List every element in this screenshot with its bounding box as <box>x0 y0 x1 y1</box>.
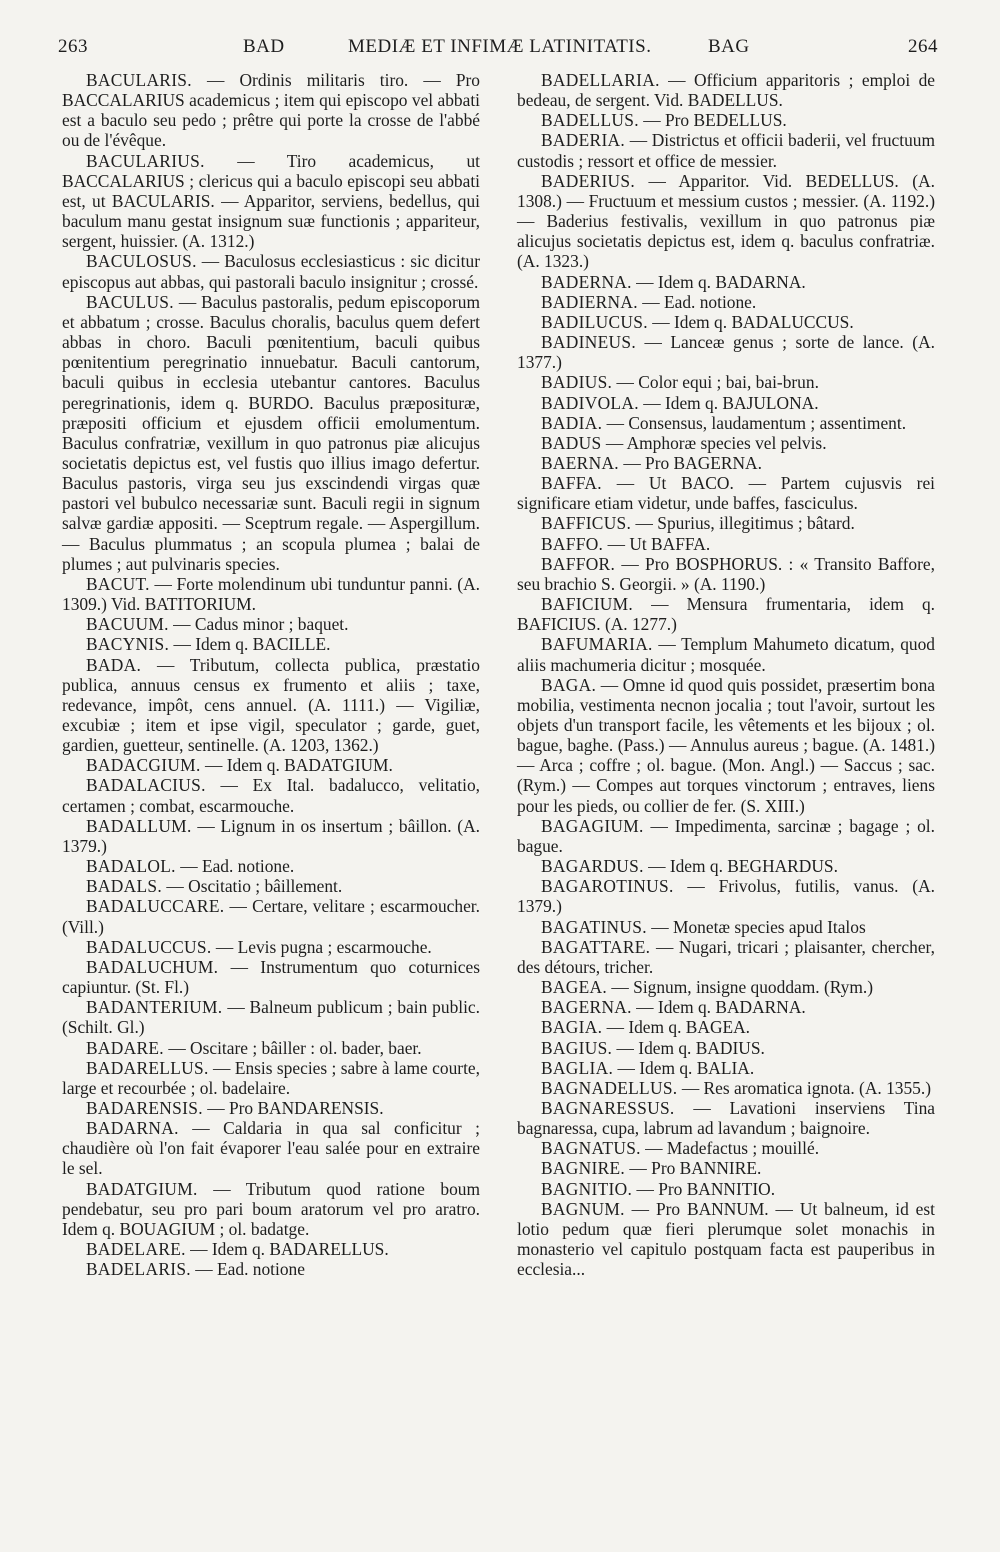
entry-headword: BAGARDUS. <box>541 856 644 877</box>
dictionary-entry <box>62 1239 480 1259</box>
entry-headword: BAFFO. <box>541 533 604 554</box>
entry-headword: BACUT. <box>86 573 150 594</box>
dictionary-entry <box>62 292 480 574</box>
entry-definition: — Caldaria in qua sal conficitur ; chaudière où l'on fait évaporer l'eau salée pour en extraire le sel. <box>62 1118 480 1179</box>
entry-headword: BAGAGIUM. <box>541 815 644 836</box>
entry-headword: BAFFA. <box>541 473 602 494</box>
entry-headword: BACULARIUS. <box>86 150 205 171</box>
entry-headword: BADATGIUM. <box>86 1178 198 1199</box>
entry-definition: — Ensis species ; sabre à lame courte, large et recourbée ; ol. badelaire. <box>62 1057 480 1098</box>
entry-headword: BADERIUS. <box>541 170 636 191</box>
entry-definition: — Pro BANNUM. — Ut balneum, id est lotio pedum quæ fieri plerumque solet monachis in monasterio vel capitulo postquam facta est pauperibus in ecclesia... <box>517 1198 935 1280</box>
dictionary-entry <box>517 393 935 413</box>
entry-headword: BAGNATUS. <box>541 1138 641 1159</box>
entry-definition: — Monetæ species apud Italos <box>651 916 866 937</box>
running-head <box>58 36 938 66</box>
entry-headword: BAFFOR. <box>541 553 616 574</box>
entry-definition: — Tiro academicus, ut BACCALARIUS ; clericus qui a baculo episcopi seu abbati est, ut BACULARIS. — Apparitor, serviens, bedellus, qui baculum manu gestat insignum suæ functionis ; appariteur, sergent, huissier. (A. 1312.) <box>62 150 480 252</box>
entry-headword: BADINEUS. <box>541 332 636 353</box>
entry-definition: — Signum, insigne quoddam. (Rym.) <box>611 977 874 998</box>
dictionary-entry <box>517 1017 935 1037</box>
dictionary-entry <box>517 1038 935 1058</box>
entry-definition: — Pro BOSPHORUS. : « Transito Baffore, seu brachio S. Georgii. » (A. 1190.) <box>517 553 935 594</box>
entry-definition: — Idem q. BADARNA. <box>636 271 806 292</box>
entry-headword: BADERIA. <box>541 130 626 151</box>
dictionary-entry <box>517 937 935 977</box>
dictionary-entry <box>62 775 480 815</box>
entry-definition: — Ut BAFFA. <box>607 533 711 554</box>
entry-headword: BAGNITIO. <box>541 1178 633 1199</box>
dictionary-entry <box>62 1058 480 1098</box>
entry-definition: — Pro BEDELLUS. <box>643 110 787 131</box>
entry-definition: — Idem q. BADATGIUM. <box>204 755 393 776</box>
dictionary-entry <box>62 1179 480 1239</box>
entry-headword: BACULUS. <box>86 291 174 312</box>
entry-definition: — Certare, velitare ; escarmoucher. (Vill.) <box>62 896 480 937</box>
dictionary-entry <box>62 614 480 634</box>
dictionary-entry <box>517 856 935 876</box>
left-catchword: BAD <box>243 36 285 57</box>
entry-headword: BAGIA. <box>541 1017 603 1038</box>
entry-headword: BADACGIUM. <box>86 755 201 776</box>
entry-headword: BAGEA. <box>541 977 608 998</box>
entry-headword: BACULOSUS. <box>86 251 197 272</box>
dictionary-entry <box>517 1138 935 1158</box>
dictionary-entry <box>517 1058 935 1078</box>
entry-definition: — Pro BAGERNA. <box>623 452 762 473</box>
entry-definition: — Amphoræ species vel pelvis. <box>605 432 827 453</box>
dictionary-entry <box>517 110 935 130</box>
entry-definition: — Ead. notione <box>195 1259 305 1280</box>
dictionary-entry <box>517 634 935 674</box>
dictionary-entry <box>62 1098 480 1118</box>
entry-definition: — Lignum in os insertum ; bâillon. (A. 1379.) <box>62 815 480 856</box>
entry-definition: — Districtus et officii baderii, vel fructuum custodis ; ressort et office de messier. <box>517 130 935 171</box>
entry-headword: BADIERNA. <box>541 291 638 312</box>
entry-definition: — Idem q. BALIA. <box>617 1057 755 1078</box>
entry-headword: BADELLARIA. <box>541 70 660 90</box>
dictionary-entry <box>62 251 480 291</box>
entry-definition: — Oscitare ; bâiller : ol. bader, baer. <box>168 1037 422 1058</box>
entry-definition: — Ex Ital. badalucco, velitatio, certamen ; combat, escarmouche. <box>62 775 480 816</box>
dictionary-entry <box>62 1259 480 1279</box>
dictionary-entry <box>62 1038 480 1058</box>
dictionary-entry <box>62 755 480 775</box>
entry-headword: BAGNADELLUS. <box>541 1077 678 1098</box>
entry-headword: BAGA. <box>541 674 597 695</box>
entry-headword: BADERNA. <box>541 271 632 292</box>
entry-definition: — Ut BACO. — Partem cujusvis rei significare etiam videtur, unde baffes, fasciculus. <box>517 473 935 514</box>
entry-definition: — Tributum, collecta publica, præstatio publica, annuus census ex frumento et aliis ; taxe, redevance, impôt, cens annuel. (A. 1111.) — Vigiliæ, excubiæ ; item et ipse vigil, speculator ; garde, guet, gardien, guetteur, sentinelle. (A. 1203, 1362.) <box>62 654 480 756</box>
dictionary-entry <box>517 997 935 1017</box>
right-page-number: 264 <box>908 36 938 57</box>
dictionary-entry <box>62 70 480 151</box>
dictionary-entry <box>62 876 480 896</box>
entry-headword: BAGAROTINUS. <box>541 876 674 897</box>
entry-definition: — Idem q. BAGEA. <box>606 1017 751 1038</box>
entry-definition: — Color equi ; bai, bai-brun. <box>616 372 819 393</box>
dictionary-entry <box>517 816 935 856</box>
entry-headword: BADALUCCUS. <box>86 936 212 957</box>
entry-headword: BACULARIS. <box>86 70 192 90</box>
entry-definition: — Impedimenta, sarcinæ ; bagage ; ol. bague. <box>517 815 935 856</box>
dictionary-entry <box>517 70 935 110</box>
entry-definition: — Mensura frumentaria, idem q. BAFICIUS. (A. 1277.) <box>517 594 935 635</box>
dictionary-entry <box>517 433 935 453</box>
entry-definition: — Pro BANDARENSIS. <box>207 1097 384 1118</box>
dictionary-entry <box>62 1118 480 1178</box>
dictionary-entry <box>517 372 935 392</box>
entry-headword: BACYNIS. <box>86 634 170 655</box>
entry-headword: BADARENSIS. <box>86 1097 203 1118</box>
dictionary-entry <box>517 675 935 816</box>
entry-definition: — Cadus minor ; baquet. <box>173 614 349 635</box>
entry-headword: BAGLIA. <box>541 1057 614 1078</box>
dictionary-entry <box>517 1158 935 1178</box>
entry-definition: — Omne id quod quis possidet, præsertim bona mobilia, vestimenta necnon jocalia ; tout l'avoir, surtout les objets d'un transport facile, les vêtements et les bijoux ; ol. bague, baghe. (Pass.) — Annulus aureus ; bague. (A. 1481.) — Arca ; coffre ; ol. bague. (Mon. Angl.) — Saccus ; sac. (Rym.) — Compes aut torques vinctorum ; entraves, liens pour les pieds, ou collier de fer. (S. XIII.) <box>517 674 935 816</box>
dictionary-entry <box>517 513 935 533</box>
entry-headword: BADA. <box>86 654 142 675</box>
entry-headword: BADANTERIUM. <box>86 997 223 1018</box>
right-column <box>517 70 935 1279</box>
right-catchword: BAG <box>708 36 750 57</box>
entry-definition: — Res aromatica ignota. (A. 1355.) <box>681 1077 932 1098</box>
entry-definition: — Ordinis militaris tiro. — Pro BACCALARIUS academicus ; item qui episcopo vel abbati est a baculo seu pedo ; prêtre qui porte la crosse de l'abbé ou de l'évêque. <box>62 70 480 151</box>
entry-headword: BADALLUM. <box>86 815 192 836</box>
entry-definition: — Pro BANNITIO. <box>636 1178 776 1199</box>
entry-headword: BAGERNA. <box>541 997 632 1018</box>
entry-headword: BADARELLUS. <box>86 1057 209 1078</box>
left-column <box>62 70 480 1279</box>
dictionary-entry <box>517 977 935 997</box>
entry-headword: BADALUCCARE. <box>86 896 225 917</box>
dictionary-entry <box>517 876 935 916</box>
dictionary-entry <box>517 917 935 937</box>
entry-definition: — Baculus pastoralis, pedum episcoporum et abbatum ; crosse. Baculus choralis, baculus quem defert abbas in choro. Baculi pœnitentium, baculi quibus pœnitentium peregrinatio innuebatur. Baculi cantorum, baculi quibus in ecclesia utebantur cantores. Baculus peregrinationis, idem q. BURDO. Baculus præposituræ, præpositi officium et ejusdem officii emolumentum. Baculus confratriæ, vexillum in quo patronus piæ alicujus societatis depictus est, vel fustis quo illius imago defertur. Baculus pastoris, virga seu jus exscindendi virgas quæ pastori vel bubulco necessariæ sunt. Baculi regii in signum salvæ gardiæ appositi. — Sceptrum regale. — Aspergillum. — Baculus plummatus ; an scopula plumea ; balai de plumes ; aut pulvinaris species. <box>62 291 480 574</box>
entry-definition: — Idem q. BACILLE. <box>173 634 331 655</box>
dictionary-entry <box>62 997 480 1037</box>
entry-definition: — Madefactus ; mouillé. <box>645 1138 820 1159</box>
entry-definition: — Idem q. BADALUCCUS. <box>652 311 854 332</box>
entry-headword: BADIVOLA. <box>541 392 639 413</box>
entry-definition: — Oscitatio ; bâillement. <box>166 876 343 897</box>
entry-definition: — Idem q. BADIUS. <box>616 1037 765 1058</box>
entry-definition: — Ead. notione. <box>642 291 757 312</box>
entry-headword: BADALACIUS. <box>86 775 206 796</box>
entry-definition: — Frivolus, futilis, vanus. (A. 1379.) <box>517 876 935 917</box>
dictionary-entry <box>62 957 480 997</box>
entry-headword: BAGNUM. <box>541 1198 625 1219</box>
entry-headword: BAFUMARIA. <box>541 634 653 655</box>
entry-definition: — Forte molendinum ubi tunduntur panni. (A. 1309.) Vid. BATITORIUM. <box>62 573 480 615</box>
entry-definition: — Pro BANNIRE. <box>629 1158 762 1179</box>
entry-headword: BAGATTARE. <box>541 936 651 957</box>
dictionary-entry <box>517 1078 935 1098</box>
entry-definition: — Idem q. BAJULONA. <box>643 392 819 413</box>
entry-headword: BACUUM. <box>86 614 169 635</box>
dictionary-entry <box>517 130 935 170</box>
entry-headword: BADARE. <box>86 1037 164 1058</box>
dictionary-entry <box>62 574 480 614</box>
entry-headword: BADIA. <box>541 412 603 433</box>
entry-definition: — Balneum publicum ; bain public. (Schilt. Gl.) <box>62 997 480 1038</box>
page-title: MEDIÆ ET INFIMÆ LATINITATIS. <box>348 36 652 57</box>
dictionary-entry <box>517 554 935 594</box>
entry-definition: — Lanceæ genus ; sorte de lance. (A. 1377.) <box>517 332 935 373</box>
dictionary-entry <box>62 151 480 252</box>
dictionary-entry <box>517 1199 935 1280</box>
entry-headword: BADILUCUS. <box>541 311 648 332</box>
dictionary-entry <box>517 1179 935 1199</box>
entry-headword: BADARNA. <box>86 1118 179 1139</box>
entry-headword: BADALS. <box>86 876 163 897</box>
entry-definition: — Instrumentum quo coturnices capiuntur. (St. Fl.) <box>62 956 480 998</box>
dictionary-entry <box>62 655 480 756</box>
entry-headword: BADALOL. <box>86 856 176 877</box>
dictionary-entry <box>517 332 935 372</box>
entry-headword: BADELARIS. <box>86 1259 191 1280</box>
dictionary-entry <box>517 171 935 272</box>
entry-headword: BAFICIUM. <box>541 594 634 615</box>
entry-headword: BAGNIRE. <box>541 1158 626 1179</box>
entry-definition: — Idem q. BADARNA. <box>636 997 806 1018</box>
entry-headword: BAERNA. <box>541 452 619 473</box>
entry-definition: — Apparitor. Vid. BEDELLUS. (A. 1308.) — Fructuum et messium custos ; messier. (A. 1192.) — Baderius festivalis, vexillum in quo patronus piæ alicujus societatis depictus est, idem q. baculus confratriæ. (A. 1323.) <box>517 170 935 272</box>
dictionary-entry <box>517 1098 935 1138</box>
entry-definition: — Consensus, laudamentum ; assentiment. <box>606 412 907 433</box>
entry-headword: BAGIUS. <box>541 1037 613 1058</box>
entry-definition: — Nugari, tricari ; plaisanter, chercher, des détours, tricher. <box>517 936 935 977</box>
entry-definition: — Levis pugna ; escarmouche. <box>215 936 432 957</box>
entry-definition: — Officium apparitoris ; emploi de bedeau, de sergent. Vid. BADELLUS. <box>517 70 935 111</box>
dictionary-entry <box>517 473 935 513</box>
entry-headword: BADELARE. <box>86 1239 186 1260</box>
entry-headword: BAFFICUS. <box>541 513 632 534</box>
dictionary-entry <box>517 413 935 433</box>
entry-headword: BAGATINUS. <box>541 916 647 937</box>
entry-headword: BADUS <box>541 432 602 453</box>
left-page-number: 263 <box>58 36 88 57</box>
entry-definition: — Lavationi inserviens Tina bagnaressa, cupa, labrum ad lavandum ; baignoire. <box>517 1097 935 1139</box>
entry-headword: BADALUCHUM. <box>86 956 219 977</box>
entry-definition: — Baculosus ecclesiasticus : sic dicitur episcopus aut abbas, qui pastorali baculo insignitur ; crossé. <box>62 251 480 292</box>
entry-headword: BADIUS. <box>541 372 613 393</box>
entry-definition: — Tributum quod ratione boum pendebatur, seu pro pari boum aratorum vel pro aratro. Idem q. BOUAGIUM ; ol. badatge. <box>62 1178 480 1239</box>
entry-headword: BAGNARESSUS. <box>541 1097 675 1118</box>
dictionary-entry <box>62 896 480 936</box>
dictionary-entry <box>62 816 480 856</box>
entry-definition: — Ead. notione. <box>180 856 295 877</box>
dictionary-entry <box>62 634 480 654</box>
dictionary-entry <box>517 272 935 292</box>
entry-definition: — Spurius, illegitimus ; bâtard. <box>635 513 855 534</box>
dictionary-entry <box>62 856 480 876</box>
dictionary-entry <box>517 453 935 473</box>
entry-definition: — Idem q. BADARELLUS. <box>190 1239 389 1260</box>
dictionary-entry <box>517 292 935 312</box>
dictionary-entry <box>517 594 935 634</box>
dictionary-entry <box>517 312 935 332</box>
dictionary-entry <box>62 937 480 957</box>
entry-definition: — Templum Mahumeto dicatum, quod aliis machumeria dicitur ; mosquée. <box>517 634 935 675</box>
dictionary-entry <box>517 534 935 554</box>
entry-headword: BADELLUS. <box>541 110 639 131</box>
entry-definition: — Idem q. BEGHARDUS. <box>648 856 838 877</box>
